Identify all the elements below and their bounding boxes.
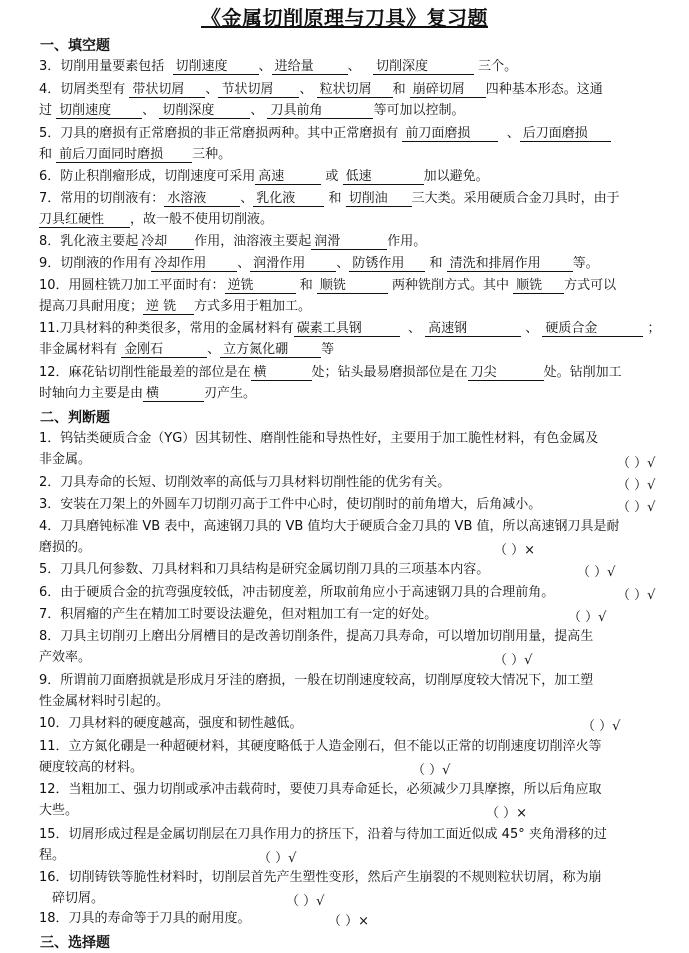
judge-question-16: 16．切削铸铁等脆性材料时，切削层首先产生塑性变形，然后产生崩裂的不规则粒状切屑，称为崩 xyxy=(39,870,602,885)
judge-question-5: 5．刀具几何参数、刀具材料和刀具结构是研究金属切削刀具的三项基本内容。 xyxy=(39,562,490,577)
section-true-false-heading: 二、判断题 xyxy=(40,410,110,426)
judge-question-11-cont: 硬度较高的材料。 xyxy=(39,760,144,775)
judge-question-11: 11．立方氮化硼是一种超硬材料，其硬度略低于人造金刚石，但不能以正常的切削速度切削淬火等 xyxy=(39,739,602,754)
judge-answer-8: （ ）√ xyxy=(494,653,533,668)
page-title: 《金属切削原理与刀具》复习题 xyxy=(201,6,488,30)
answer-blank: 刀尖 xyxy=(468,365,544,381)
judge-question-15-cont: 程。 xyxy=(39,848,66,863)
fill-question-7: 7．常用的切削液有： 水溶液 、 乳化液 和 切削油 三大类。采用硬质合金刀具时，由于 xyxy=(39,191,620,206)
answer-blank: 防锈作用 xyxy=(349,256,425,272)
section-multiple-choice-heading: 三、选择题 xyxy=(40,935,110,951)
answer-blank: 逆铣 xyxy=(225,278,296,294)
answer-blank: 节状切屑 xyxy=(218,82,299,98)
fill-question-5-cont: 和 前后刀面同时磨损 三种。 xyxy=(39,147,232,162)
judge-answer-11: （ ）√ xyxy=(412,763,451,778)
judge-answer-1: （ ）√ xyxy=(617,456,656,471)
judge-question-8-cont: 产效率。 xyxy=(39,650,92,665)
answer-blank: 刀具前角 xyxy=(267,103,373,119)
answer-blank: 碳素工具钢 xyxy=(294,321,400,337)
fill-question-9: 9．切削液的作用有 冷却作用 、 润滑作用 、 防锈作用 和 清洗和排屑作用 等。 xyxy=(39,256,599,271)
judge-answer-4: （ ）× xyxy=(494,543,536,558)
answer-blank: 横 xyxy=(251,365,312,381)
judge-question-6: 6．由于硬质合金的抗弯强度较低，冲击韧度差，所取前角应小于高速钢刀具的合理前角。 xyxy=(39,585,555,600)
judge-question-9-cont: 性金属材料时引起的。 xyxy=(39,694,170,709)
answer-blank: 乳化液 xyxy=(253,191,324,207)
answer-blank: 前后刀面同时磨损 xyxy=(56,147,192,163)
judge-question-8: 8．刀具主切削刃上磨出分屑槽目的是改善切削条件，提高刀具寿命，可以增加切削用量，提高生 xyxy=(39,629,594,644)
answer-blank: 前刀面磨损 xyxy=(402,126,498,142)
answer-blank: 后刀面磨损 xyxy=(520,126,611,142)
fill-question-4: 4．切屑类型有 带状切屑 、 节状切屑 、 粒状切屑 和 崩碎切屑 四种基本形态。这通 xyxy=(39,82,603,97)
fill-question-4-cont: 过 切削速度 、 切削深度 、 刀具前角 等可加以控制。 xyxy=(39,103,465,118)
fill-question-12: 12．麻花钻切削性能最差的部位是在 横 处；钻头最易磨损部位是在 刀尖 处。钻削加工 xyxy=(39,365,622,380)
fill-question-12-cont: 时轴向力主要是由 横 刃产生。 xyxy=(39,386,257,401)
answer-blank: 润滑作用 xyxy=(250,256,336,272)
fill-question-5: 5．刀具的磨损有正常磨损的非正常磨损两种。其中正常磨损有 前刀面磨损 、 后刀面磨损 xyxy=(39,125,611,143)
answer-blank: 高速钢 xyxy=(425,321,521,337)
answer-blank: 金刚石 xyxy=(121,342,207,358)
answer-blank: 进给量 xyxy=(272,59,348,75)
judge-question-15: 15．切屑形成过程是金属切削层在刀具作用力的挤压下，沿着与待加工面近似成 45° 夹角滑移的过 xyxy=(39,827,607,842)
answer-blank: 润滑 xyxy=(311,234,387,250)
judge-question-9: 9．所谓前刀面磨损就是形成月牙洼的磨损，一般在切削速度较高，切削厚度较大情况下，加工塑 xyxy=(39,673,594,688)
answer-blank: 水溶液 xyxy=(164,191,240,207)
answer-blank: 逆 铣 xyxy=(143,299,194,315)
fill-question-10: 10．用圆柱铣刀加工平面时有： 逆铣 和 顺铣 两种铣削方式。其中 顺铣 方式可以 xyxy=(39,278,617,293)
answer-blank: 清洗和排屑作用 xyxy=(447,256,573,272)
judge-answer-12: （ ）× xyxy=(486,806,528,821)
answer-blank: 冷却 xyxy=(138,234,194,250)
judge-answer-6: （ ）√ xyxy=(617,588,656,603)
answer-blank: 带状切屑 xyxy=(129,82,205,98)
fill-question-8: 8．乳化液主要起 冷却 作用，油溶液主要起 润滑 作用。 xyxy=(39,234,427,249)
fill-question-11: 11.刀具材料的种类很多，常用的金属材料有 碳素工具钢 、 高速钢 、 硬质合金 ； xyxy=(39,321,661,336)
answer-blank: 硬质合金 xyxy=(542,321,643,337)
judge-question-1: 1．钨钴类硬质合金（YG）因其韧性、磨削性能和导热性好，主要用于加工脆性材料，有色金属及 xyxy=(39,431,599,446)
judge-question-18: 18．刀具的寿命等于刀具的耐用度。 xyxy=(39,911,251,926)
judge-answer-7: （ ）√ xyxy=(568,610,607,625)
judge-answer-3: （ ）√ xyxy=(617,500,656,515)
judge-question-10: 10．刀具材料的硬度越高，强度和韧性越低。 xyxy=(39,716,303,731)
judge-question-3: 3．安装在刀架上的外圆车刀切削刃高于工件中心时，使切削时的前角增大，后角减小。 xyxy=(39,497,542,512)
answer-blank: 高速 xyxy=(255,169,321,185)
judge-question-1-cont: 非金属。 xyxy=(39,452,92,467)
judge-question-12-cont: 大些。 xyxy=(39,803,79,818)
judge-question-7: 7．积屑瘤的产生在精加工时要设法避免，但对粗加工有一定的好处。 xyxy=(39,607,438,622)
judge-answer-16: （ ）√ xyxy=(286,894,325,909)
fill-question-3: 3．切削用量要素包括 切削速度 、 进给量 、 切削深度 三个。 xyxy=(39,59,518,74)
answer-blank: 切削速度 xyxy=(56,103,142,119)
answer-blank: 切削深度 xyxy=(159,103,250,119)
judge-answer-5: （ ）√ xyxy=(577,565,616,580)
answer-blank: 切削速度 xyxy=(173,59,259,75)
answer-blank: 低速 xyxy=(343,169,424,185)
judge-answer-2: （ ）√ xyxy=(617,478,656,493)
answer-blank: 切削油 xyxy=(346,191,412,207)
answer-blank: 顺铣 xyxy=(317,278,388,294)
fill-question-10-cont: 提高刀具耐用度； 逆 铣 方式多用于粗加工。 xyxy=(39,299,312,314)
answer-blank: 横 xyxy=(143,386,204,402)
judge-answer-15: （ ）√ xyxy=(258,851,297,866)
answer-blank: 切削深度 xyxy=(373,59,474,75)
judge-question-12: 12．当粗加工、强力切削或承冲击载荷时，要使刀具寿命延长，必须减少刀具摩擦，所以后角应取 xyxy=(39,782,602,797)
judge-answer-18: （ ）× xyxy=(328,914,370,929)
answer-blank: 刀具红硬性 xyxy=(39,212,130,228)
answer-blank: 立方氮化硼 xyxy=(220,342,321,358)
answer-blank: 顺铣 xyxy=(513,278,564,294)
judge-question-2: 2．刀具寿命的长短、切削效率的高低与刀具材料切削性能的优劣有关。 xyxy=(39,475,451,490)
answer-blank: 粒状切屑 xyxy=(317,82,393,98)
judge-question-4: 4．刀具磨钝标准 VB 表中，高速钢刀具的 VB 值均大于硬质合金刀具的 VB 值，所以高速钢刀具是耐 xyxy=(39,519,620,534)
fill-question-7-cont: 刀具红硬性 ，故一般不使用切削液。 xyxy=(39,212,274,227)
judge-question-16-cont: 碎切屑。 xyxy=(52,891,105,906)
answer-blank: 崩碎切屑 xyxy=(410,82,486,98)
answer-blank: 冷却作用 xyxy=(151,256,237,272)
judge-question-4-cont: 磨损的。 xyxy=(39,540,92,555)
fill-question-6: 6．防止积削瘤形成，切削速度可采用 高速 或 低速 加以避免。 xyxy=(39,169,489,184)
section-fill-in-heading: 一、填空题 xyxy=(40,38,110,54)
judge-answer-10: （ ）√ xyxy=(582,719,621,734)
fill-question-11-cont: 非金属材料有 金刚石 、 立方氮化硼 等 xyxy=(39,342,335,357)
